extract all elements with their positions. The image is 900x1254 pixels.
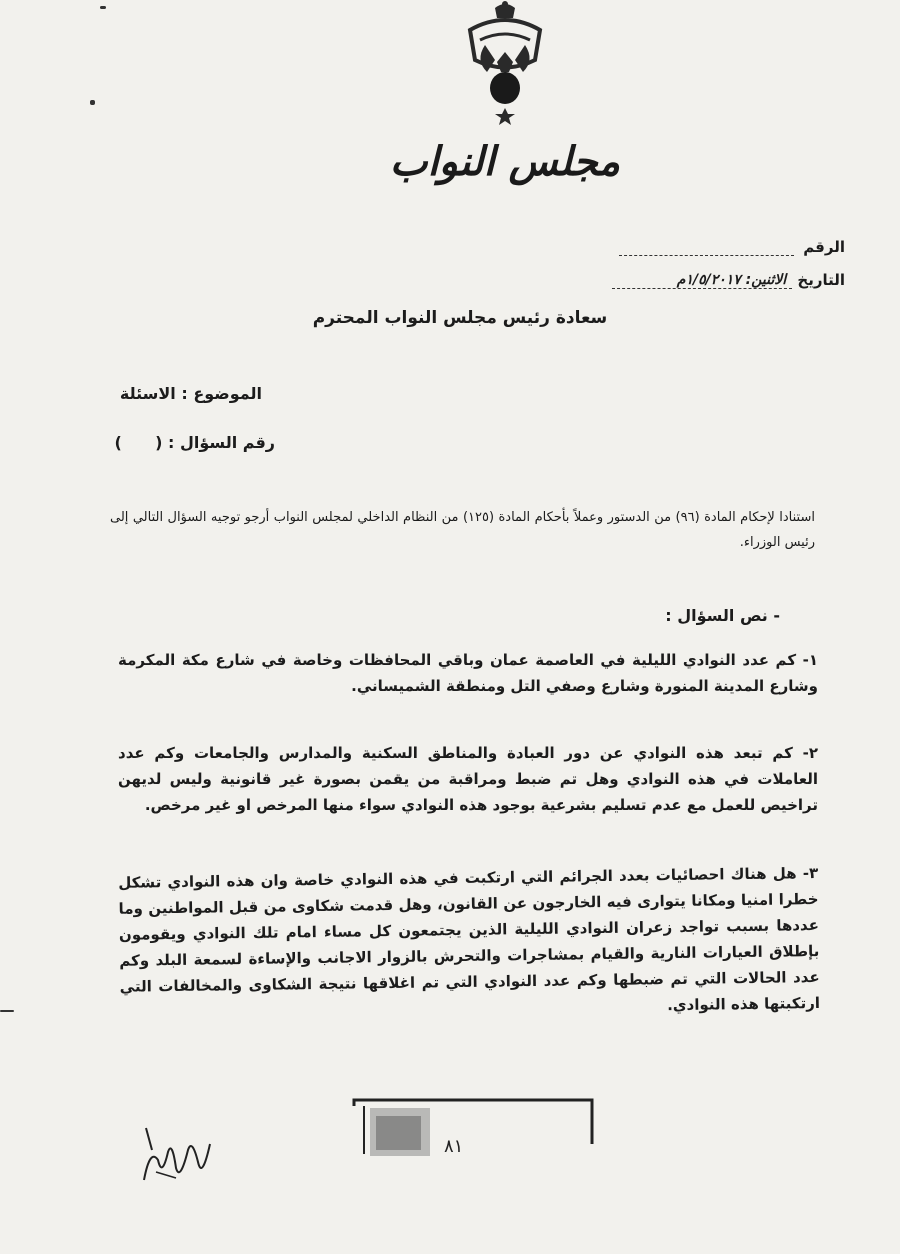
question-item-2: ٢- كم تبعد هذه النوادي عن دور العبادة والمناطق السكنية والمدارس والجامعات وكم عدد العاملات في هذه النوادي وهل تم ضبط ومراقبة من يقمن بصورة غير قانونية وليس لديهن تراخيص للعمل مع عدم تسليم بشرعية بوجود هذه النوادي سواء منها المرخص او غير مرخص. — [118, 744, 818, 814]
reference-number-label: الرقم — [803, 238, 845, 256]
speck-mark — [100, 6, 106, 9]
edge-mark — [0, 1010, 14, 1012]
speck-mark — [90, 100, 95, 105]
question-heading: - نص السؤال : — [665, 606, 780, 625]
intro-paragraph: استنادا لإحكام المادة (٩٦) من الدستور وعملاً بأحكام المادة (١٢٥) من النظام الداخلي لمجلس النواب أرجو توجيه السؤال التالي إلى رئيس الوزراء. — [110, 510, 815, 550]
stamp-text: ٨١ — [444, 1136, 464, 1157]
subject-line: الموضوع : الاسئلة — [119, 384, 262, 403]
jordan-coat-of-arms-icon — [455, 0, 555, 130]
addressee: سعادة رئيس مجلس النواب المحترم — [312, 308, 608, 328]
question-number-line: رقم السؤال : ( ) — [114, 433, 275, 452]
question-item-3: ٣- هل هناك احصائيات بعدد الجرائم التي ارتكبت في هذه النوادي خاصة وان هذه النوادي تشكل خطرا امنيا ومكانا يتوارى فيه الخارجون عن القانون، وهل قدمت شكاوى من قبل المواطنين وما عددها بسبب تواجد زعران النوادي الليلية الذين يجتمعون كل مساء امام تلك النوادي ويقومون بإطلاق العيارات النارية والقيام بمشاجرات والتحرش بالزوار الاجانب والإساءة لسمعة البلد وكم عدد الحالات التي تم ضبطها وكم عدد النوادي التي تم اغلاقها نتيجة الشكاوى والمخالفات التي ارتكبتها هذه النوادي. — [118, 863, 821, 1015]
date-row — [612, 270, 845, 289]
date-label: التاريخ — [797, 271, 845, 289]
received-stamp-icon — [352, 1094, 602, 1164]
reference-number-value — [619, 243, 794, 256]
question-item-1: ١- كم عدد النوادي الليلية في العاصمة عمان وباقي المحافظات وخاصة في شارع مكة المكرمة وشارع المدينة المنورة وشارع وصفي التل ومنطقة الشميساني. — [118, 651, 818, 695]
date-value: الاثنين: ١/٥/٢٠١٧م — [676, 272, 787, 288]
handwritten-signature-icon — [136, 1120, 216, 1190]
reference-number-row — [619, 238, 845, 256]
letterhead-title: مجلس النواب — [389, 138, 621, 185]
